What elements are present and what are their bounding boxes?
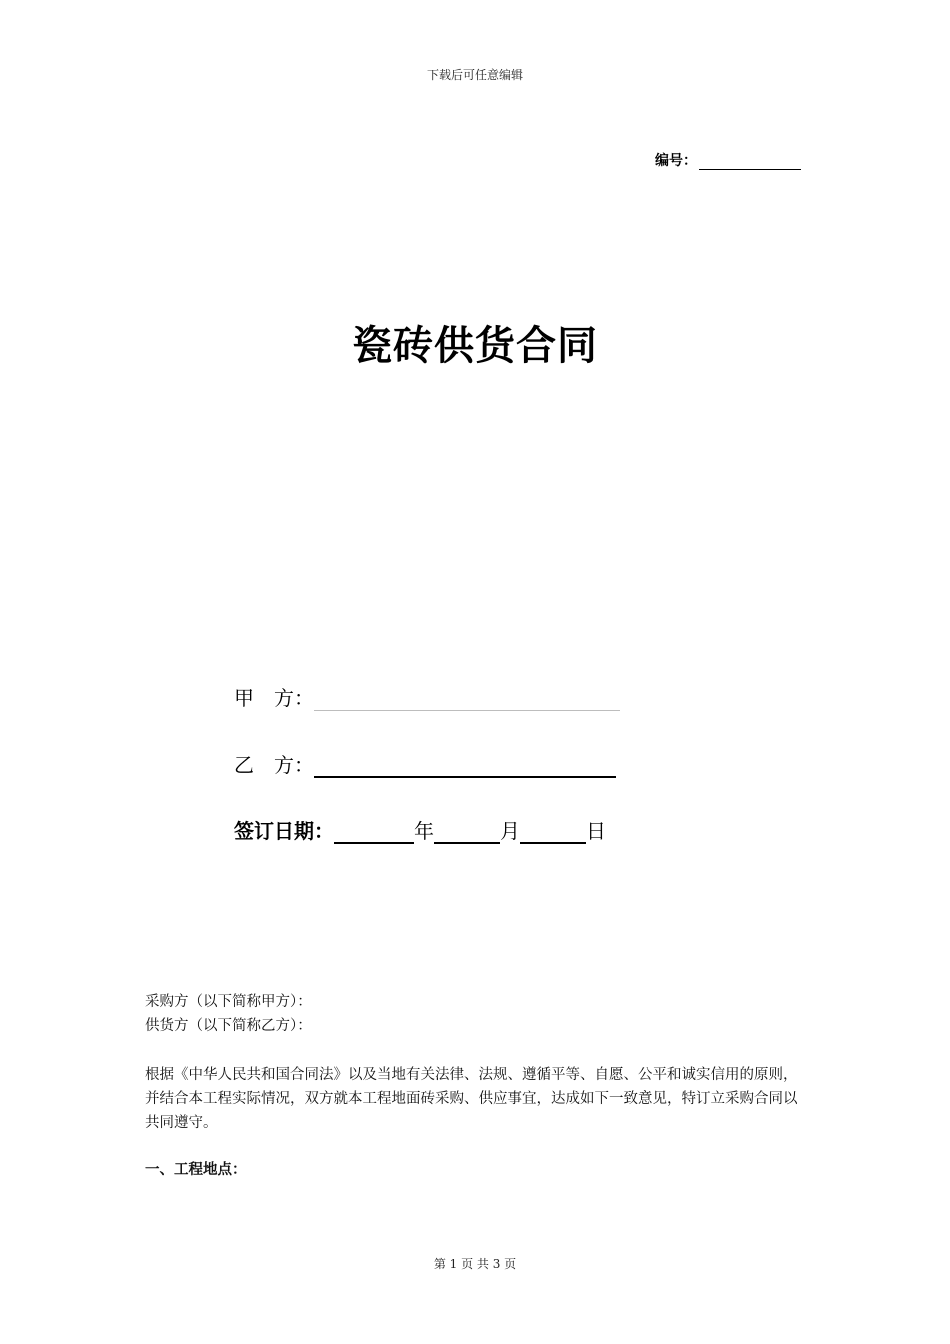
sign-day-blank: [520, 824, 586, 844]
sign-year-unit: 年: [414, 819, 434, 843]
contract-number: [655, 150, 801, 170]
contract-number-label: 编号：: [655, 153, 697, 169]
sign-date-label: 签订日期：: [234, 819, 334, 843]
sign-date-row: [234, 815, 606, 844]
header-note: 下载后可任意编辑: [426, 68, 523, 82]
supplier-line: 供货方（以下简称乙方）：: [145, 1018, 312, 1034]
sign-month-unit: 月: [500, 819, 520, 843]
intro-paragraph: 根据《中华人民共和国合同法》以及当地有关法律、法规、遵循平等、自愿、公平和诚实信用的原则，并结合本工程实际情况，双方就本工程地面砖采购、供应事宜，达成如下一致意见，特订立采购合同以共同遵守。: [145, 1067, 798, 1131]
section-one-heading: 一、工程地点：: [145, 1162, 247, 1178]
party-a-row: [234, 682, 620, 711]
party-a-blank: [314, 692, 620, 711]
party-b-blank: [314, 758, 616, 778]
sign-year-blank: [334, 824, 414, 844]
contract-number-blank: [699, 154, 801, 170]
document-title: 瓷砖供货合同: [352, 323, 598, 369]
page-footer: 第 1 页 共 3 页: [433, 1257, 517, 1271]
party-b-label: 乙 方：: [234, 753, 314, 777]
sign-month-blank: [434, 824, 500, 844]
party-a-label: 甲 方：: [234, 686, 314, 710]
sign-day-unit: 日: [586, 819, 606, 843]
party-b-row: [234, 749, 616, 778]
buyer-line: 采购方（以下简称甲方）：: [145, 994, 312, 1010]
